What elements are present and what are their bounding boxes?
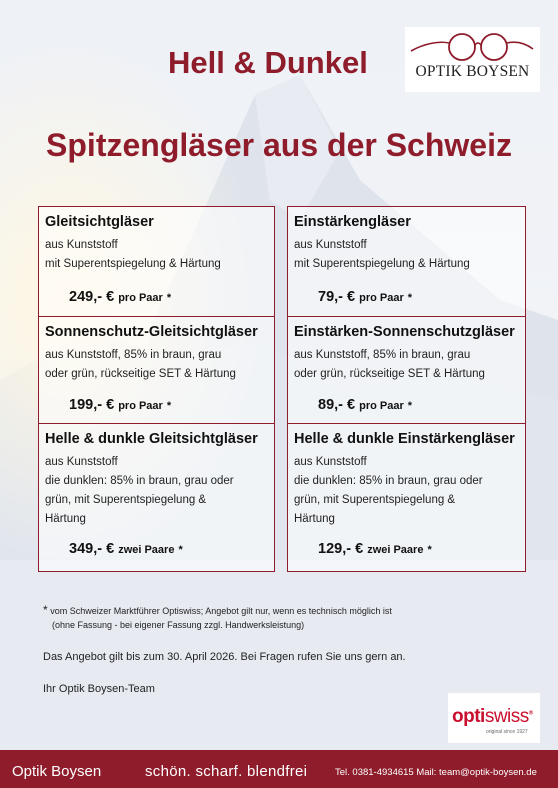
offer-box-einstaerken: [287, 206, 526, 317]
footer-contact: Tel. 0381-4934615 Mail: team@optik-boysen.de: [335, 767, 537, 778]
footer-slogan: schön. scharf. blendfrei: [145, 763, 308, 780]
registered-mark: ®: [528, 710, 533, 717]
offer-description: aus Kunststoff die dunklen: 85% in braun, grau oder grün, mit Superentspiegelung & Härtung: [45, 456, 234, 525]
offer-title: Gleitsichtgläser: [45, 214, 154, 230]
validity-note: Das Angebot gilt bis zum 30. April 2026. Bei Fragen rufen Sie uns gern an.: [43, 651, 406, 663]
offer-price: 79,- € pro Paar *: [318, 289, 413, 305]
offer-title: Helle & dunkle Gleitsichtgläser: [45, 431, 258, 447]
offer-title: Einstärkengläser: [294, 214, 411, 230]
offer-title: Sonnenschutz-Gleitsichtgläser: [45, 324, 258, 340]
optiswiss-brand-opti: opti: [452, 706, 485, 727]
offer-description: aus Kunststoff die dunklen: 85% in braun, grau oder grün, mit Superentspiegelung & Härtung: [294, 456, 483, 525]
logo-text: OPTIK BOYSEN: [415, 63, 530, 80]
footnote-text: vom Schweizer Marktführer Optiswiss; Angebot gilt nur, wenn es technisch möglich ist: [50, 606, 392, 616]
footer-company-name: Optik Boysen: [12, 763, 102, 780]
optiswiss-logo: [448, 693, 540, 743]
offer-price: 349,- € zwei Paare *: [69, 541, 183, 557]
offer-title: Helle & dunkle Einstärkengläser: [294, 431, 515, 447]
footnote-line-2: (ohne Fassung - bei eigener Fassung zzgl. Handwerksleistung): [52, 620, 305, 630]
glasses-icon: [405, 29, 540, 65]
offer-box-hell-dunkel-einstaerken: [287, 423, 526, 572]
footnote-marker: *: [43, 603, 48, 617]
offer-description: aus Kunststoff, 85% in braun, grau oder grün, rückseitige SET & Härtung: [45, 349, 236, 380]
offer-box-einstaerken-sonnenschutz: [287, 316, 526, 424]
offer-description: aus Kunststoff, 85% in braun, grau oder grün, rückseitige SET & Härtung: [294, 349, 485, 380]
offer-price: 89,- € pro Paar *: [318, 397, 413, 413]
optiswiss-tagline: original since 1927: [486, 729, 528, 735]
offer-price: 129,- € zwei Paare *: [318, 541, 432, 557]
offer-box-hell-dunkel-gleitsicht: [38, 423, 275, 572]
subheadline: Spitzengläser aus der Schweiz: [46, 127, 512, 163]
offer-title: Einstärken-Sonnenschutzgläser: [294, 324, 515, 340]
offer-price: 199,- € pro Paar *: [69, 397, 172, 413]
footer-bar: [0, 750, 558, 788]
offer-box-gleitsicht: [38, 206, 275, 317]
offer-price: 249,- € pro Paar *: [69, 289, 172, 305]
footnote-line-1: [43, 603, 392, 617]
offer-description: aus Kunststoff mit Superentspiegelung & Härtung: [45, 239, 221, 270]
signature: Ihr Optik Boysen-Team: [43, 683, 155, 695]
offer-description: aus Kunststoff mit Superentspiegelung & Härtung: [294, 239, 470, 270]
optiswiss-brand-swiss: swiss: [484, 706, 529, 727]
headline: Hell & Dunkel: [168, 45, 368, 80]
optik-boysen-logo: [405, 27, 540, 92]
offer-box-sonnenschutz-gleitsicht: [38, 316, 275, 424]
